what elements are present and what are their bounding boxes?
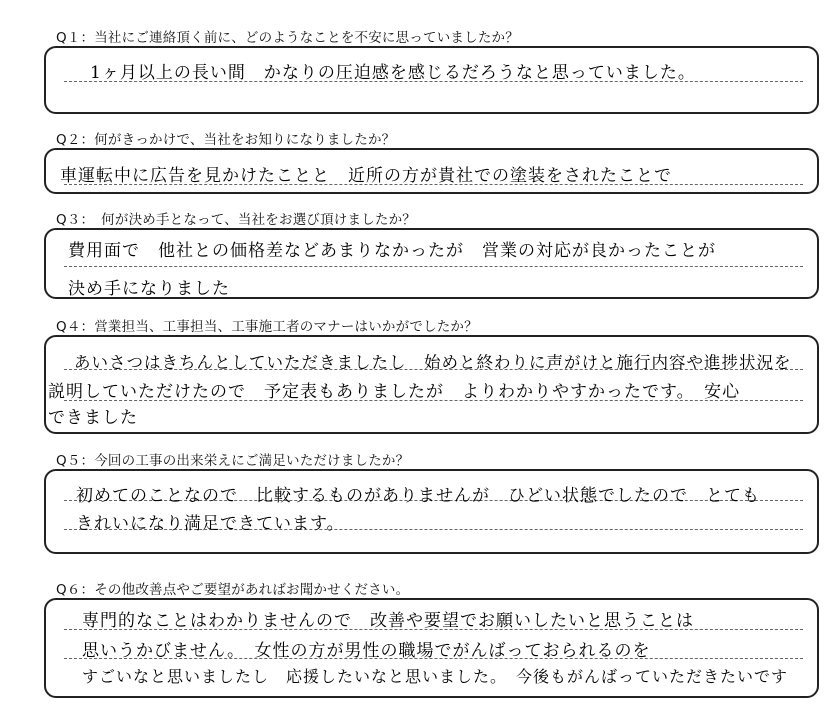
answer-6-box bbox=[44, 598, 819, 698]
answer-6-line-1: 専門的なことはわかりませんので 改善や要望でお願いしたいと思うことは bbox=[82, 611, 694, 631]
answer-6-line-2: 思いうかびません。 女性の方が男性の職場でがんばっておられるのを bbox=[82, 641, 651, 661]
answer-2-box bbox=[44, 148, 819, 194]
question-2-label: Q２：何がきっかけで、当社をお知りになりましたか？ bbox=[56, 132, 396, 148]
answer-1-box bbox=[44, 46, 819, 114]
answer-line-divider bbox=[64, 266, 803, 267]
answer-6-line-3: すごいなと思いましたし 応援したいなと思いました。 今後もがんばっていただきたいです bbox=[82, 667, 789, 686]
answer-5-box bbox=[44, 469, 819, 554]
answer-2-line-1: 車運転中に広告を見かけたことと 近所の方が貴社での塗装をされたことで bbox=[60, 166, 672, 186]
answer-5-line-2: きれいになり満足できています。 bbox=[76, 514, 345, 534]
answer-5-line-1: 初めてのことなので 比較するものがありませんが ひどい状態でしたので とても bbox=[76, 486, 760, 506]
answer-4-line-2: 説明していただけたので 予定表もありましたが よりわかりやすかったです。 安心 bbox=[48, 382, 741, 402]
answer-4-box bbox=[44, 335, 819, 434]
answer-4-line-1: あいさつはきちんとしていただきましたし 始めと終わりに声がけと施行内容や進捗状況を bbox=[74, 353, 792, 372]
question-4-label: Q４：営業担当、工事担当、工事施工者のマナーはいかがでしたか？ bbox=[56, 319, 478, 335]
answer-3-box bbox=[44, 228, 819, 299]
question-5-label: Q５：今回の工事の出来栄えにご満足いただけましたか？ bbox=[56, 453, 410, 469]
answer-3-line-2: 決め手になりました bbox=[68, 279, 230, 299]
answer-1-line-1: 1ヶ月以上の長い間 かなりの圧迫感を感じるだろうなと思っていました。 bbox=[90, 63, 696, 83]
answer-4-line-3: できました bbox=[48, 408, 138, 428]
question-1-label: Q１：当社にご連絡頂く前に、どのようなことを不安に思っていましたか？ bbox=[56, 30, 519, 46]
question-3-label: Q３： 何が決め手となって、当社をお選び頂けましたか？ bbox=[56, 212, 417, 228]
question-6-label: Q６：その他改善点やご要望があればお聞かせください。 bbox=[56, 582, 410, 598]
answer-3-line-1: 費用面で 他社との価格差などあまりなかったが 営業の対応が良かったことが bbox=[68, 241, 716, 261]
